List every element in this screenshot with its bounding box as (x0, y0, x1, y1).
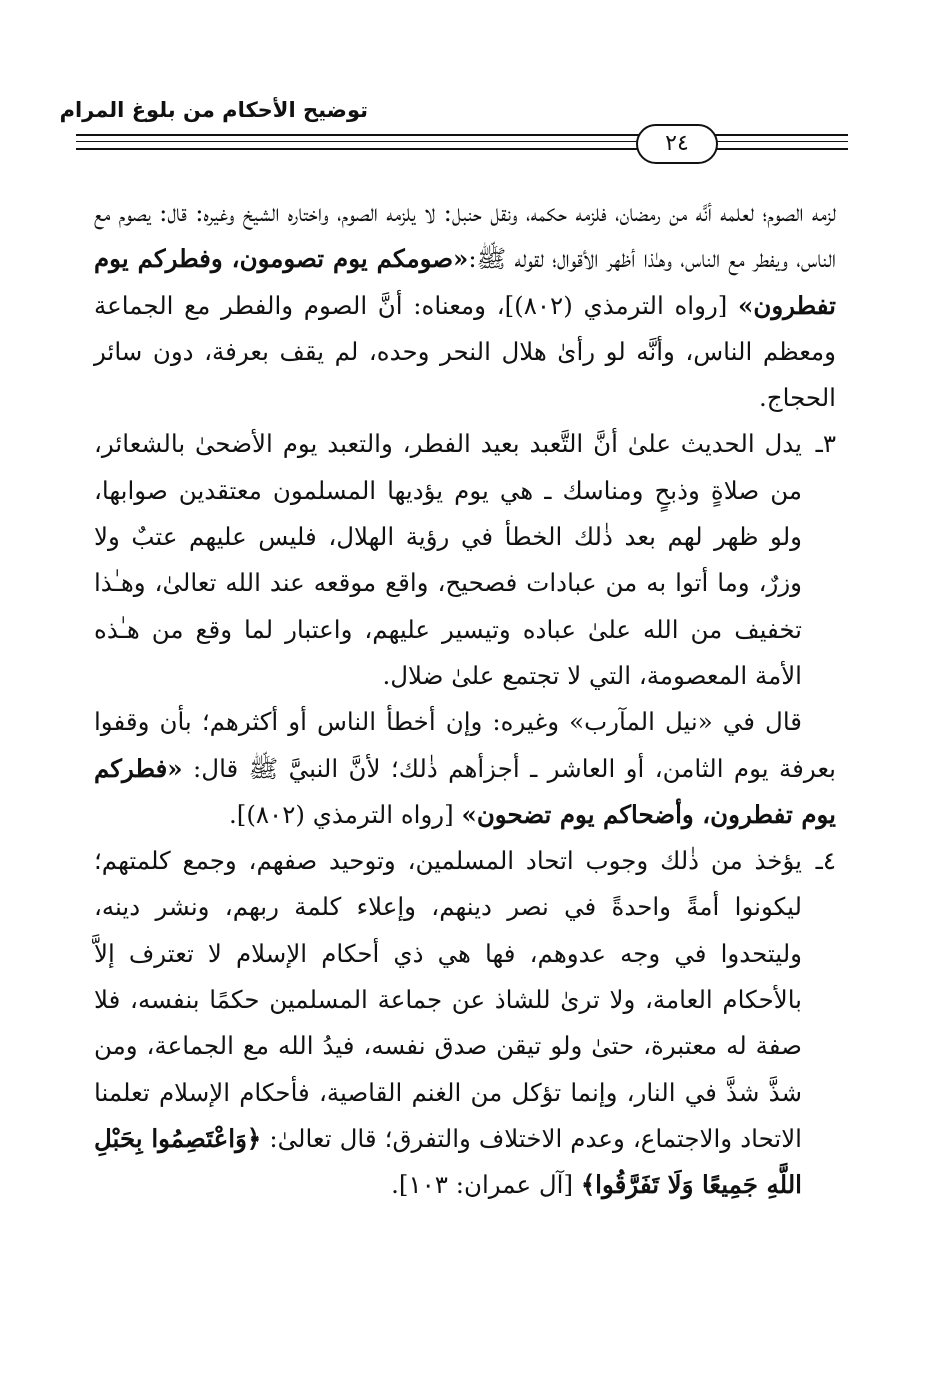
paragraph-quote (94, 699, 836, 838)
paragraph-continuation (94, 190, 836, 421)
header-rule-middle (76, 141, 848, 142)
text-run: لزمه الصوم؛ لعلمه أنَّه من رمضان، فلزمه حكمه، ونقل حنبل: لا يلزمه الصوم، واختاره الشيخ وغيره: قال: يصوم مع الناس، ويفطر مع الناس، وهـٰذا أظهر الأقوال؛ لقوله ﷺ: (94, 198, 836, 274)
hadith-quote: «صومكم يوم تصومون، وفطركم يوم تفطرون» (94, 244, 836, 320)
numbered-paragraph-4 (94, 838, 836, 1208)
text-run: [رواه الترمذي (٨٠٢)]. (228, 799, 462, 829)
running-header: توضيح الأحكام من بلوغ المرام (59, 98, 368, 122)
paragraph-number: ٤ـ (815, 846, 836, 876)
text-run: يؤخذ من ذٰلك وجوب اتحاد المسلمين، وتوحيد صفهم، وجمع كلمتهم؛ ليكونوا أمةً واحدةً في نصر دينهم، وإعلاء كلمة ربهم، ونشر دينه، وليتحدوا في وجه عدوهم، فها هي ذي أحكام الإسلام لا تعترف إلاَّ بالأحكام العامة، ولا ترىٰ للشاذ عن جماعة المسلمين حكمًا بنفسه، فلا صفة له معتبرة، حتىٰ ولو تيقن صدق نفسه، فيدُ الله مع الجماعة، ومن شذَّ شذَّ في النار، وإنما تؤكل من الغنم القاصية، فأحكام الإسلام تعلمنا الاتحاد والاجتماع، وعدم الاختلاف والتفرق؛ قال تعالىٰ: (94, 846, 802, 1153)
paragraph-number: ٣ـ (815, 429, 836, 459)
quran-verse: ﴿وَاعْتَصِمُوا بِحَبْلِ اللَّهِ جَمِيعًا وَلَا تَفَرَّقُوا﴾ (94, 1123, 802, 1200)
numbered-paragraph-3 (94, 421, 836, 699)
text-run: [رواه الترمذي (٨٠٢)]، ومعناه: أنَّ الصوم والفطر مع الجماعة ومعظم الناس، وأنَّه لو رأىٰ هلال النحر وحده، لم يقف بعرفة، دون سائر الحجاج. (94, 290, 836, 413)
hadith-quote: «فطركم يوم تفطرون، وأضحاكم يوم تضحون» (94, 753, 836, 829)
text-run: قال في «نيل المآرب» وغيره: وإن أخطأ الناس أو أكثرهم؛ بأن وقفوا بعرفة يوم الثامن، أو العاشر ـ أجزأهم ذٰلك؛ لأنَّ النبيَّ ﷺ قال: (94, 707, 836, 783)
text-run: يدل الحديث علىٰ أنَّ التَّعبد بعيد الفطر، والتعبد يوم الأضحىٰ بالشعائر، من صلاةٍ وذبحٍ ومناسك ـ هي يوم يؤديها المسلمون معتقدين صوابها، ولو ظهر لهم بعد ذٰلك الخطأ في رؤية الهلال، فليس عليهم عتبٌ ولا وزرٌ، وما أتوا به من عبادات فصحيح، واقع موقعه عند الله تعالىٰ، وهـٰذا تخفيف من الله علىٰ عباده وتيسير عليهم، واعتبار لما وقع من هـٰذه الأمة المعصومة، التي لا تجتمع علىٰ ضلال. (94, 429, 802, 690)
header-rule-bottom (76, 148, 848, 150)
header-rule-top (76, 134, 848, 136)
body-text (94, 190, 836, 1209)
page-number: ٢٤ (636, 124, 718, 164)
text-run: [آل عمران: ١٠٣]. (391, 1170, 581, 1200)
